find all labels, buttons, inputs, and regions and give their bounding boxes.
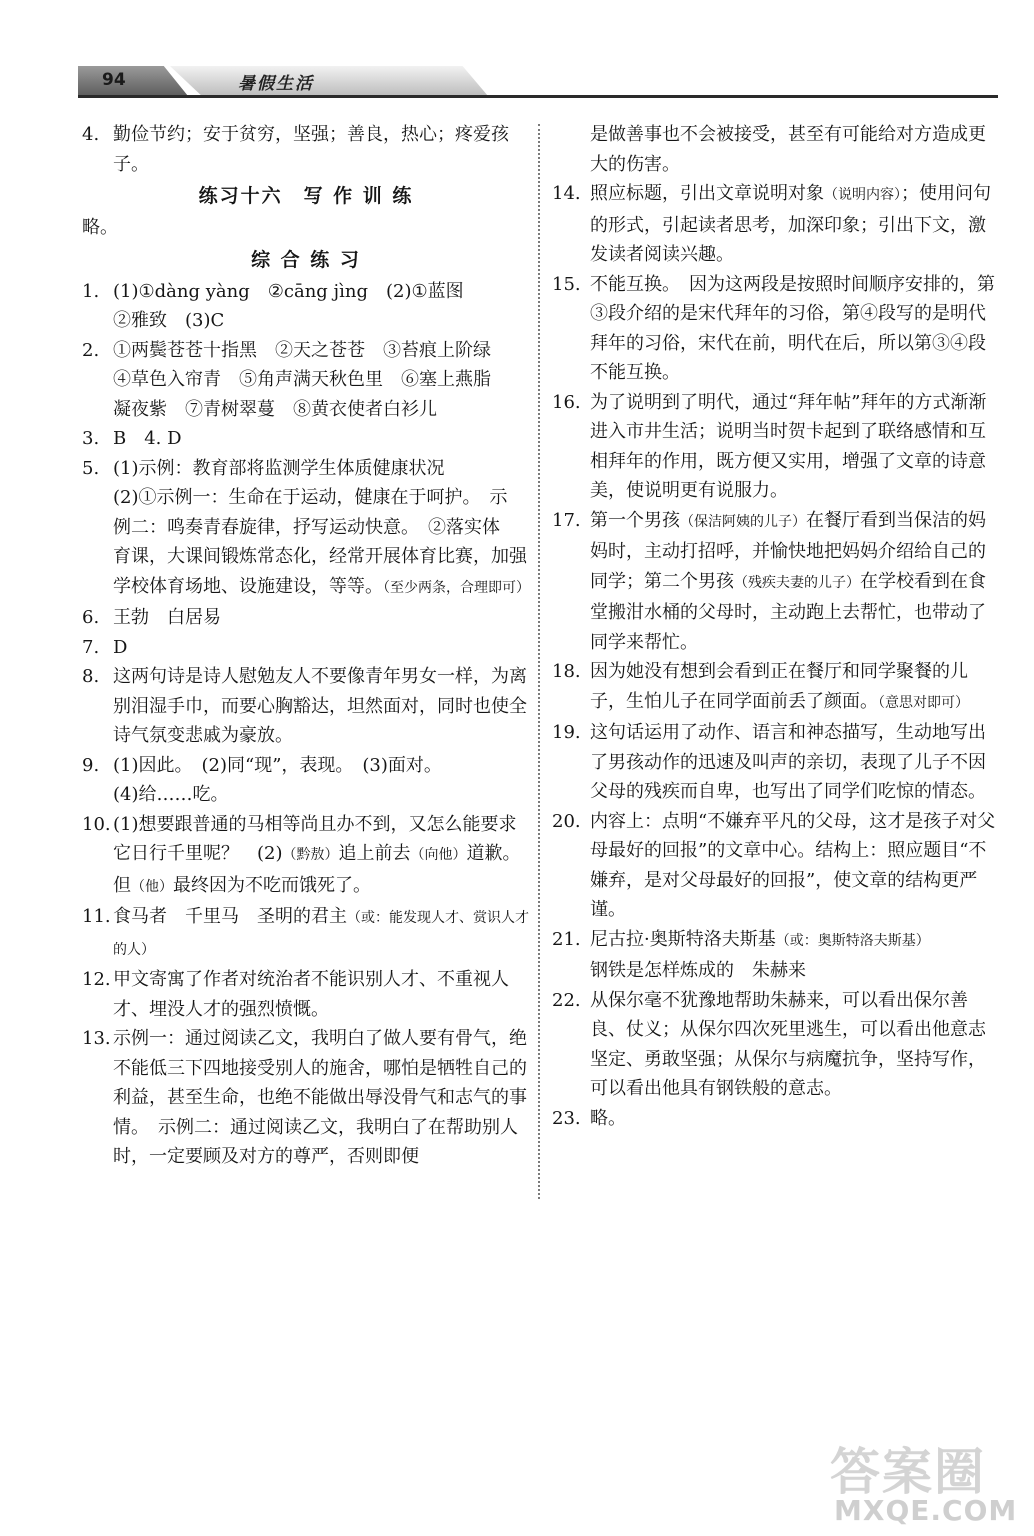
watermark-logo: 答案圈 (830, 1443, 986, 1501)
header-title-tab (170, 66, 488, 96)
answer-item-19: 19. 这句话运用了动作、语言和神态描写，生动地写出了男孩动作的迅速及叫声的亲切，表现了儿子不因父母的残疾而自卑，也写出了同学们吃惊的情态。 (552, 722, 986, 802)
site-watermark (820, 1432, 1030, 1532)
answer-item-21: 21. 尼古拉·奥斯特洛夫斯基（或：奥斯特洛夫斯基） 钢铁是怎样炼成的 朱赫来 (552, 928, 930, 981)
watermark-url: MXQE.COM (834, 1494, 1018, 1527)
answer-item-8: 8. 这两句诗是诗人慰勉友人不要像青年男女一样，为离别泪湿手巾，而要心胸豁达，坦然面对，同时也使全诗气氛变悲戚为豪放。 (82, 666, 527, 746)
answer-item-5: 5. (1)示例：教育部将监测学生体质健康状况 (2)①示例一：生命在于运动，健康在于呵护。 示 例二：鸣奏青春旋律，抒写运动快意。 ②落实体 育课，大课间锻炼常态化，经常开展体育比赛，加强 学校体育场地、设施建设，等等。（至少两条，合理即可） (82, 457, 530, 597)
section-title-comprehensive: 综 合 练 习 (251, 248, 361, 271)
answer-item-12: 12. 甲文寄寓了作者对统治者不能识别人才、不重视人才、埋没人才的强烈愤慨。 (82, 969, 509, 1020)
answer-item-18: 18. 因为她没有想到会看到正在餐厅和同学聚餐的儿子，生怕儿子在同学面前丢了颜面。（意思对即可） (552, 661, 969, 712)
answer-item-3-4: 3. B 4. D (82, 428, 182, 449)
answer-item-4: 4. 勤俭节约；安于贫穷，坚强；善良，热心；疼爱孩子。 (82, 124, 509, 175)
section-title-writing: 练习十六 写 作 训 练 (198, 185, 414, 207)
answer-item-13: 13. 示例一：通过阅读乙文，我明白了做人要有骨气，绝不能低三下四地接受别人的施舍，哪怕是牺牲自己的利益，甚至生命，也绝不能做出辱没骨气和志气的事情。 示例二：通过阅读乙文，我明白了在帮助别人时，一定要顾及对方的尊严，否则即便 (82, 1028, 527, 1167)
page-header (78, 62, 998, 102)
header-title: 暑假生活 (238, 74, 314, 94)
answer-item-16: 16. 为了说明到了明代，通过“拜年帖”拜年的方式渐渐进入市井生活；说明当时贺卡起到了联络感情和互相拜年的作用，既方便又实用，增强了文章的诗意美，使说明更有说服力。 (552, 391, 987, 501)
answer-item-1: 1. (1)①dàng yàng ②cāng jìng (2)①蓝图 ②雅致 (3)C (82, 280, 464, 331)
answer-item-15: 15. 不能互换。 因为这两段是按照时间顺序安排的，第③段介绍的是宋代拜年的习俗，第④段写的是明代拜年的习俗，宋代在前，明代在后，所以第③④段不能互换。 (552, 273, 995, 383)
left-column (82, 120, 530, 1172)
column-divider (538, 124, 540, 1199)
answer-item-7: 7. D (82, 636, 128, 658)
answer-item-10: 10. (1)想要跟普通的马相等尚且办不到，又怎么能要求它日行千里呢？ (2)（黔敖）追上前去（向他）道歉。但（他）最终因为不吃而饿死了。 (82, 813, 521, 896)
answer-note: （至少两条，合理即可） (383, 579, 530, 596)
answer-item-11: 11. 食马者 千里马 圣明的君主（或：能发现人才、赏识人才的人） (82, 906, 529, 958)
answer-item-13-continued: 是做善事也不会被接受，甚至有可能给对方造成更大的伤害。 (590, 124, 986, 175)
right-column (552, 120, 1000, 1133)
answer-item-9: 9. (1)因此。 (2)同“现”，表现。 (3)面对。 (4)给……吃。 (82, 754, 442, 805)
omitted-answer: 略。 (82, 217, 118, 238)
answer-item-22: 22. 从保尔毫不犹豫地帮助朱赫来，可以看出保尔善良、仗义；从保尔四次死里逃生，可以看出他意志坚定、勇敢坚强；从保尔与病魔抗争，坚持写作，可以看出他具有钢铁般的意志。 (552, 989, 986, 1099)
answer-item-20: 20. 内容上：点明“不嫌弃平凡的父母，这才是孩子对父母最好的回报”的文章中心。结构上：照应题目“不嫌弃，是对父母最好的回报”，使文章的结构更严谨。 (552, 810, 996, 920)
answer-item-17: 17. 第一个男孩（保洁阿姨的儿子）在餐厅看到当保洁的妈妈时，主动打招呼，并愉快地把妈妈介绍给自己的同学；第二个男孩（残疾夫妻的儿子）在学校看到在食堂搬泔水桶的父母时，主动跑上去帮忙，也带动了同学来帮忙。 (552, 509, 986, 653)
header-rule (78, 95, 998, 98)
answer-item-23: 23. 略。 (552, 1107, 626, 1129)
answer-item-2: 2. ①两鬓苍苍十指黑 ②天之苍苍 ③苔痕上阶绿 ④草色入帘青 ⑤角声满天秋色里 ⑥塞上燕脂 凝夜紫 ⑦青树翠蔓 ⑧黄衣使者白衫儿 (82, 339, 491, 420)
page-number-tab (78, 66, 188, 96)
answer-item-6: 6. 王勃 白居易 (82, 607, 221, 628)
answer-item-14: 14. 照应标题，引出文章说明对象（说明内容）；使用问句的形式，引起读者思考，加深印象；引出下文，激发读者阅读兴趣。 (552, 183, 991, 265)
page-number: 94 (102, 70, 126, 90)
